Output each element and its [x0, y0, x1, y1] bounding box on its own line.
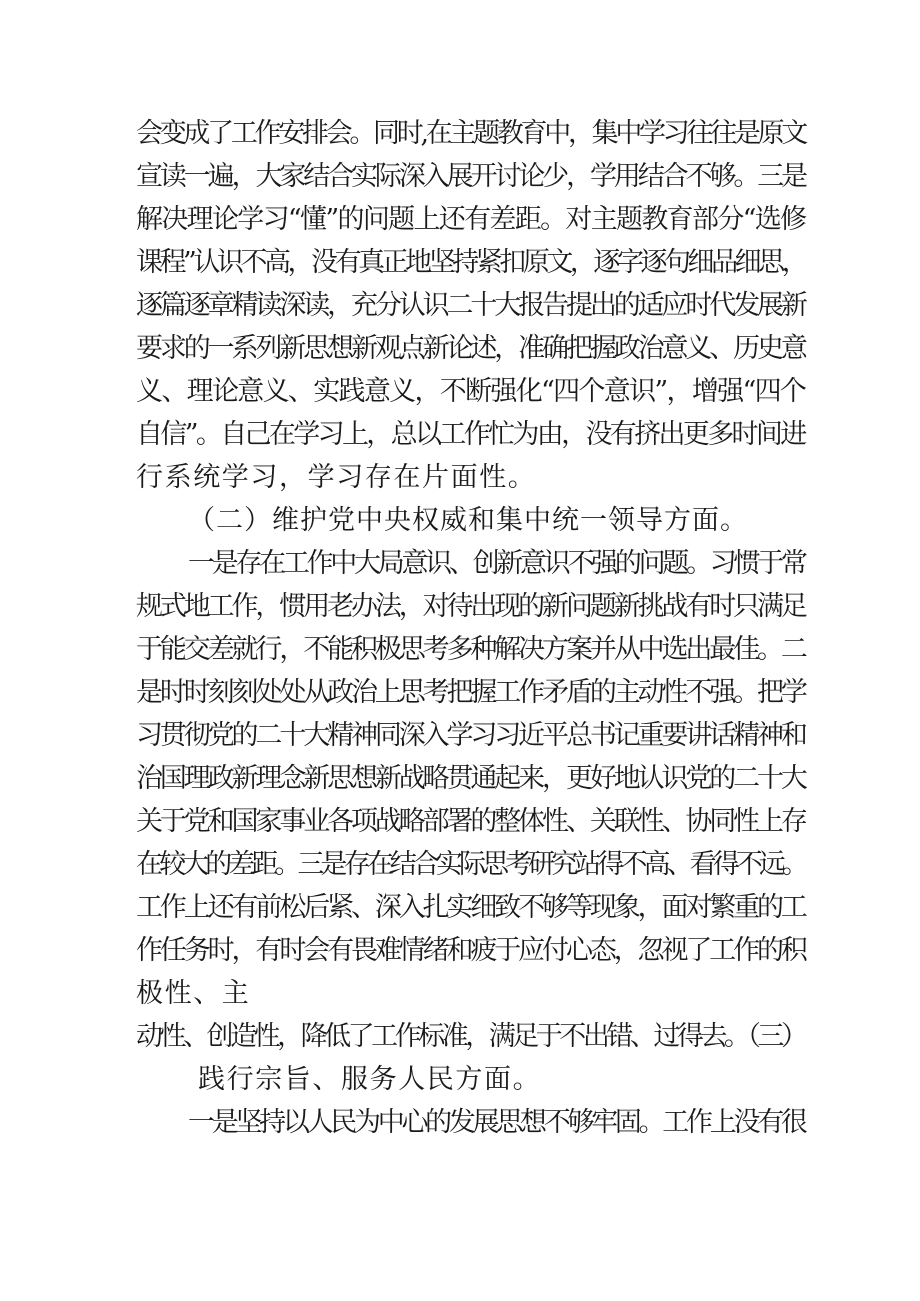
- text-line: 治国理政新理念新思想新战略贯通起来，更好地认识党的二十大: [136, 763, 805, 794]
- text-line: 逐篇逐章精读深读，充分认识二十大报告提出的适应时代发展新: [136, 290, 805, 321]
- text-line: 宣读一遍，大家结合实际深入展开讨论少，学用结合不够。三是: [136, 161, 805, 192]
- text-line: 在较大的差距。三是存在结合实际思考研究站得不高、看得不远。: [136, 849, 805, 880]
- text-line: 自信”。自己在学习上，总以工作忙为由，没有挤出更多时间进: [136, 419, 805, 450]
- text-line: 义、理论意义、实践意义，不断强化“四个意识”，增强“四个: [136, 376, 806, 407]
- text-line: 要求的一系列新思想新观点新论述，准确把握政治意义、历史意: [136, 333, 805, 364]
- section-heading: （二）维护党中央权威和集中统一领导方面。: [188, 505, 748, 536]
- text-line: 解决理论学习“懂”的问题上还有差距。对主题教育部分“选修: [136, 204, 806, 235]
- text-line: 一是坚持以人民为中心的发展思想不够牢固。工作上没有很: [188, 1107, 805, 1138]
- text-line: 课程”认识不高，没有真正地坚持紧扣原文，逐字逐句细品细思，: [136, 247, 806, 278]
- text-line: 动性、创造性，降低了工作标准，满足于不出错、过得去。（三）: [136, 1021, 805, 1052]
- text-line: 会变成了工作安排会。同时,在主题教育中，集中学习往往是原文: [136, 118, 805, 149]
- text-line: 习贯彻党的二十大精神同深入学习习近平总书记重要讲话精神和: [136, 720, 805, 751]
- section-heading: 践行宗旨、服务人民方面。: [198, 1064, 542, 1095]
- text-line: 极性、主: [136, 978, 251, 1009]
- text-line: 是时时刻刻处处从政治上思考把握工作矛盾的主动性不强。把学: [136, 677, 805, 708]
- text-line: 关于党和国家事业各项战略部署的整体性、关联性、协同性上存: [136, 806, 805, 837]
- text-line: 规式地工作，惯用老办法，对待出现的新问题新挑战有时只满足: [136, 591, 805, 622]
- text-line: 于能交差就行，不能积极思考多种解决方案并从中选出最佳。二: [136, 634, 805, 665]
- text-line: 作任务时，有时会有畏难情绪和疲于应付心态，忽视了工作的积: [136, 935, 805, 966]
- text-line: 一是存在工作中大局意识、创新意识不强的问题。习惯于常: [188, 548, 805, 579]
- text-line: 行系统学习，学习存在片面性。: [136, 462, 537, 493]
- text-line: 工作上还有前松后紧、深入扎实细致不够等现象，面对繁重的工: [136, 892, 805, 923]
